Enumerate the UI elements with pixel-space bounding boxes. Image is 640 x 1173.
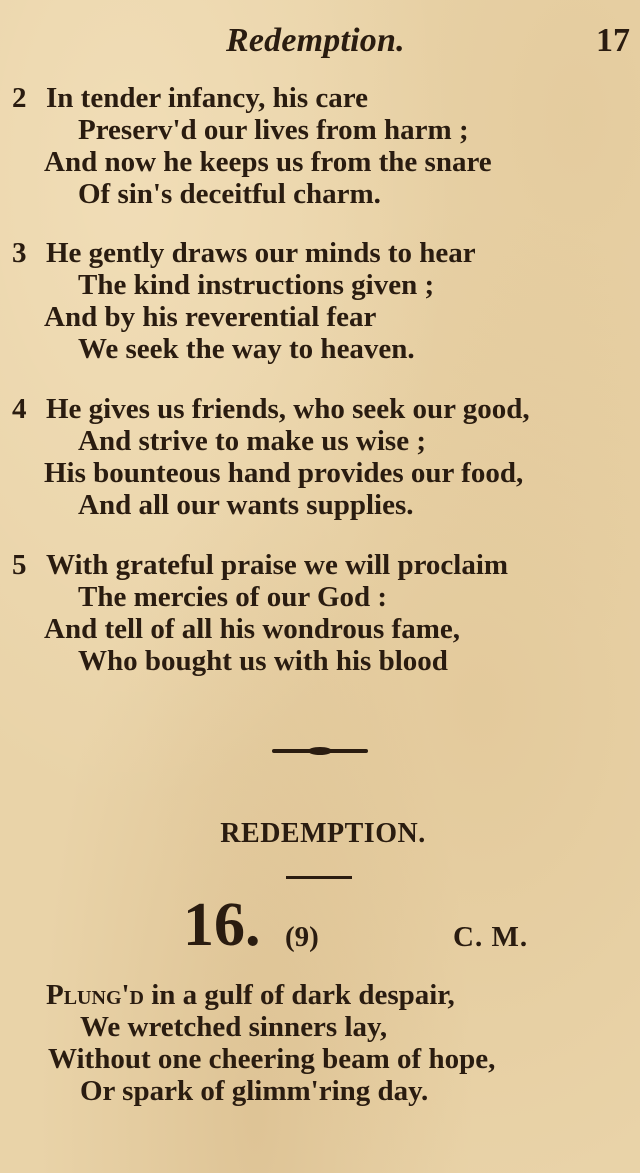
- meter-label: C. M.: [453, 921, 529, 953]
- verse-number: 4: [12, 393, 27, 425]
- hymn-number: 16.: [183, 891, 261, 959]
- verse-number: 5: [12, 549, 27, 581]
- stanza-line: Without one cheering beam of hope,: [48, 1043, 496, 1075]
- line-text: With grateful praise we will proclaim: [46, 549, 509, 581]
- stanza-line: We seek the way to heaven.: [78, 333, 415, 365]
- first-word: Plung'd: [46, 979, 144, 1011]
- hymn-reference: (9): [285, 921, 319, 953]
- stanza-2: [0, 82, 640, 210]
- verse-number: 3: [12, 237, 27, 269]
- running-title: Redemption.: [226, 22, 405, 59]
- stanza-line: And by his reverential fear: [44, 301, 377, 333]
- stanza-line: [0, 979, 640, 1011]
- stanza-line: His bounteous hand provides our food,: [44, 457, 524, 489]
- stanza-line: [0, 82, 640, 114]
- stanza-line: Or spark of glimm'ring day.: [80, 1075, 429, 1107]
- line-text: in a gulf of dark despair,: [144, 979, 455, 1011]
- stanza-line: And all our wants supplies.: [78, 489, 414, 521]
- stanza-line: Who bought us with his blood: [78, 645, 448, 677]
- stanza-3: [0, 237, 640, 365]
- stanza-line: Preserv'd our lives from harm ;: [78, 114, 469, 146]
- section-title: REDEMPTION.: [220, 818, 426, 849]
- stanza-line: [0, 393, 640, 425]
- stanza-line: The mercies of our God :: [78, 581, 388, 613]
- stanza-line: Of sin's deceitful charm.: [78, 178, 381, 210]
- stanza-line: We wretched sinners lay,: [80, 1011, 388, 1043]
- stanza-line: And tell of all his wondrous fame,: [44, 613, 460, 645]
- stanza-line: [0, 549, 640, 581]
- stanza-line: And now he keeps us from the snare: [44, 146, 492, 178]
- stanza-5: [0, 549, 640, 677]
- stanza-line: [0, 237, 640, 269]
- line-text: In tender infancy, his care: [46, 82, 368, 114]
- line-text: He gently draws our minds to hear: [46, 237, 476, 269]
- short-rule: [286, 876, 352, 879]
- ornament-divider: [272, 749, 368, 753]
- running-head: [0, 22, 640, 66]
- stanza-line: The kind instructions given ;: [78, 269, 435, 301]
- stanza-4: [0, 393, 640, 521]
- hymn-16-stanza-1: [0, 979, 640, 1107]
- line-text: He gives us friends, who seek our good,: [46, 393, 530, 425]
- verse-number: 2: [12, 82, 27, 114]
- stanza-line: And strive to make us wise ;: [78, 425, 426, 457]
- page-number: 17: [596, 22, 630, 59]
